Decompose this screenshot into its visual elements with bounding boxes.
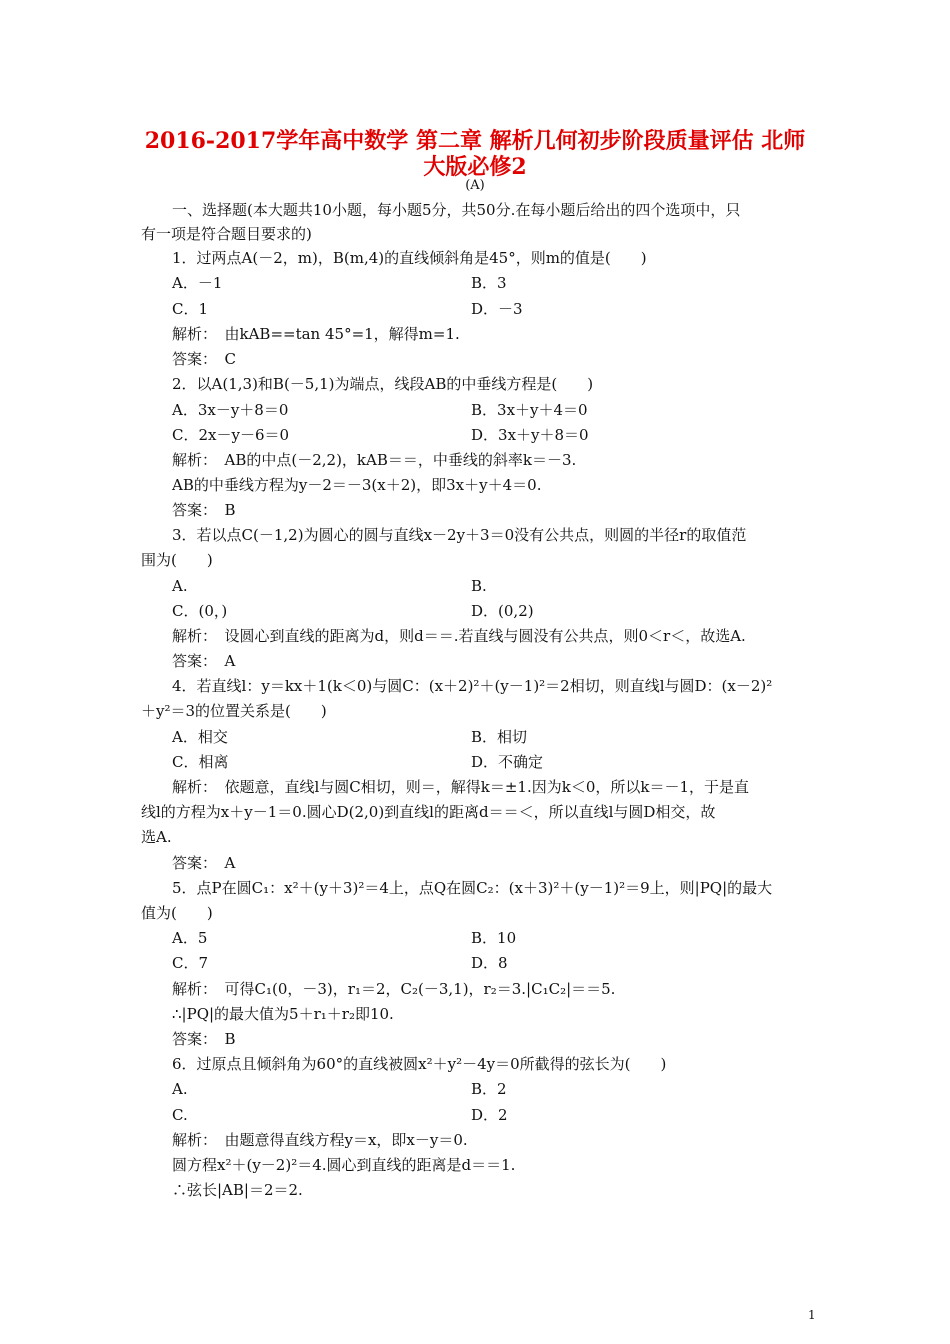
- q5-analysis-line2: ∴|PQ|的最大值为5＋r₁＋r₂即10.: [172, 1005, 394, 1023]
- q4-analysis-line1: 解析： 依题意，直线l与圆C相切，则＝，解得k＝±1.因为k＜0，所以k＝－1，于是直: [172, 778, 750, 796]
- q5-answer: 答案： B: [172, 1030, 236, 1048]
- q3-stem-line1: 3．若以点C(－1,2)为圆心的圆与直线x－2y＋3＝0没有公共点，则圆的半径r的取值范: [172, 526, 747, 544]
- q6-option-c: C.: [172, 1106, 188, 1124]
- page-number: 1: [808, 1308, 816, 1322]
- q2-option-b: B．3x＋y＋4＝0: [471, 401, 588, 419]
- q2-stem: 2．以A(1,3)和B(－5,1)为端点，线段AB的中垂线方程是( ): [172, 375, 594, 393]
- q4-answer: 答案： A: [172, 854, 236, 872]
- document-subtitle: (A): [465, 178, 485, 193]
- q5-option-b: B．10: [471, 929, 517, 947]
- section-intro-line1: 一、选择题(本大题共10小题，每小题5分，共50分.在每小题后给出的四个选项中，只: [172, 201, 741, 219]
- q6-analysis-line1: 解析： 由题意得直线方程y＝x，即x－y＝0.: [172, 1131, 468, 1149]
- document-title-line2: 大版必修2: [423, 154, 527, 180]
- q2-analysis-line1: 解析： AB的中点(－2,2)，kAB＝＝，中垂线的斜率k＝－3.: [172, 451, 577, 469]
- q3-analysis: 解析： 设圆心到直线的距离为d，则d＝＝.若直线与圆没有公共点，则0＜r＜，故选A.: [172, 627, 746, 645]
- q2-option-d: D．3x＋y＋8＝0: [471, 426, 589, 444]
- q2-option-a: A．3x－y＋8＝0: [172, 401, 289, 419]
- q6-option-a: A.: [172, 1080, 188, 1098]
- document-title-line1: 2016-2017学年高中数学 第二章 解析几何初步阶段质量评估 北师: [144, 128, 806, 154]
- q4-option-c: C．相离: [172, 753, 229, 771]
- q1-analysis: 解析： 由kAB==tan 45°=1，解得m=1.: [172, 325, 460, 343]
- q4-stem-line1: 4．若直线l：y＝kx＋1(k＜0)与圆C：(x＋2)²＋(y－1)²＝2相切，则直线l与圆D：(x－2)²: [172, 677, 773, 695]
- q4-option-a: A．相交: [172, 728, 228, 746]
- q6-stem: 6．过原点且倾斜角为60°的直线被圆x²＋y²－4y＝0所截得的弦长为( ): [172, 1055, 667, 1073]
- q6-analysis-line3: ∴弦长|AB|＝2＝2.: [172, 1181, 303, 1199]
- q2-analysis-line2: AB的中垂线方程为y－2＝－3(x＋2)，即3x＋y＋4＝0.: [172, 476, 542, 494]
- q4-option-d: D．不确定: [471, 753, 544, 771]
- q6-analysis-line2: 圆方程x²＋(y－2)²＝4.圆心到直线的距离是d＝＝1.: [172, 1156, 516, 1174]
- q4-analysis-line2: 线l的方程为x＋y－1＝0.圆心D(2,0)到直线l的距离d＝＝＜，所以直线l与圆D相交，故: [141, 803, 716, 821]
- q5-option-c: C．7: [172, 954, 209, 972]
- q6-option-b: B．2: [471, 1080, 507, 1098]
- q4-analysis-line3: 选A.: [141, 828, 172, 846]
- q3-option-a: A.: [172, 577, 188, 595]
- q5-option-d: D．8: [471, 954, 508, 972]
- q3-option-b: B.: [471, 577, 487, 595]
- q6-option-d: D．2: [471, 1106, 508, 1124]
- q5-analysis-line1: 解析： 可得C₁(0，－3)，r₁＝2，C₂(－3,1)，r₂＝3.|C₁C₂|＝＝5.: [172, 980, 616, 998]
- q1-option-b: B．3: [471, 274, 507, 292]
- q1-answer: 答案： C: [172, 350, 236, 368]
- q4-stem-line2: ＋y²＝3的位置关系是( ): [141, 702, 327, 720]
- q4-option-b: B．相切: [471, 728, 528, 746]
- q3-answer: 答案： A: [172, 652, 236, 670]
- q2-option-c: C．2x－y－6＝0: [172, 426, 290, 444]
- q5-option-a: A．5: [172, 929, 208, 947]
- q5-stem-line2: 值为( ): [141, 904, 213, 922]
- q3-option-d: D．(0,2): [471, 602, 534, 620]
- q1-option-d: D．－3: [471, 300, 523, 318]
- section-intro-line2: 有一项是符合题目要求的): [141, 225, 312, 243]
- q5-stem-line1: 5．点P在圆C₁：x²＋(y＋3)²＝4上，点Q在圆C₂：(x＋3)²＋(y－1)²＝9上，则|PQ|的最大: [172, 879, 773, 897]
- q1-stem: 1．过两点A(－2，m)，B(m,4)的直线倾斜角是45°，则m的值是( ): [172, 249, 647, 267]
- q1-option-a: A．－1: [172, 274, 223, 292]
- q3-stem-line2: 围为( ): [141, 551, 213, 569]
- q3-option-c: C．(0，): [172, 602, 228, 620]
- q1-option-c: C．1: [172, 300, 209, 318]
- q2-answer: 答案： B: [172, 501, 236, 519]
